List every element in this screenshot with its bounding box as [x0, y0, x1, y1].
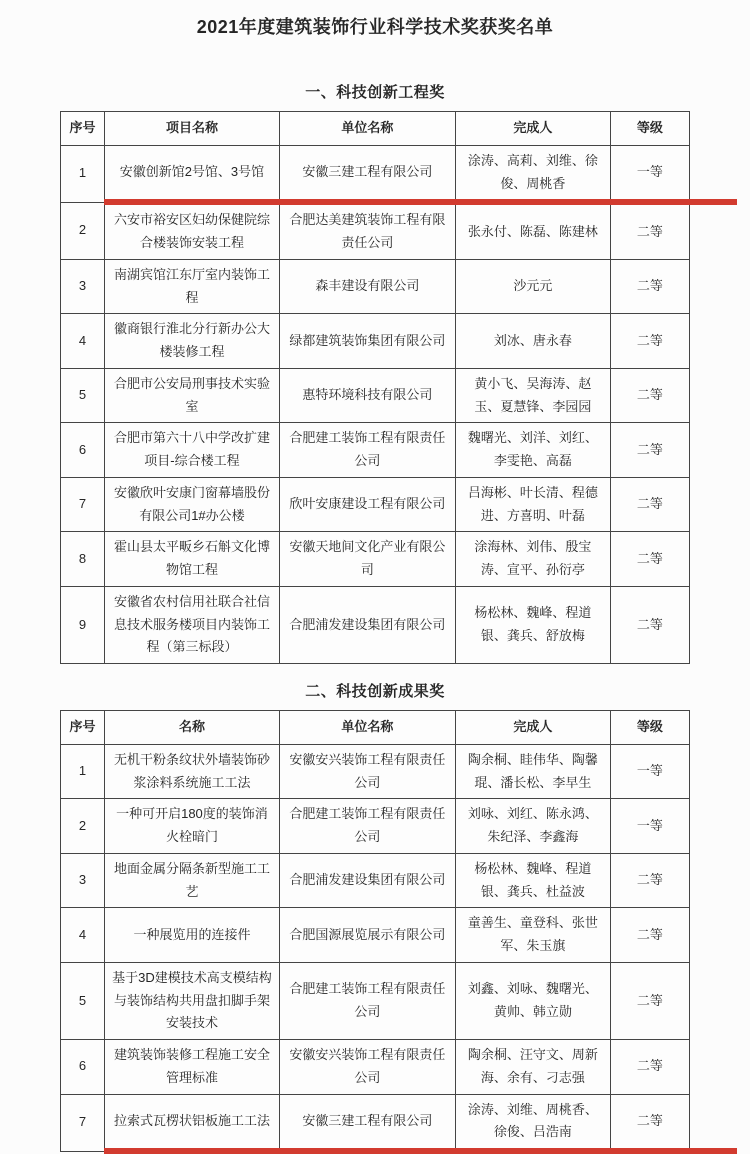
cell-name: 地面金属分隔条新型施工工艺	[105, 853, 280, 908]
cell-level: 二等	[610, 202, 689, 259]
cell-people: 陶余桐、汪守文、周新海、余有、刁志强	[455, 1040, 610, 1095]
cell-people: 刘咏、刘红、陈永鸿、朱纪泽、李鑫海	[455, 799, 610, 854]
cell-level: 一等	[610, 145, 689, 202]
cell-name: 安徽创新馆2号馆、3号馆	[105, 145, 280, 202]
table-row	[61, 202, 690, 259]
cell-name: 一种展览用的连接件	[105, 908, 280, 963]
table-header	[61, 711, 690, 745]
table-body	[61, 744, 690, 1151]
cell-level: 二等	[610, 1040, 689, 1095]
cell-company: 合肥建工装饰工程有限责任公司	[279, 423, 455, 478]
column-header: 单位名称	[279, 711, 455, 745]
cell-no: 3	[61, 259, 105, 314]
cell-company: 合肥浦发建设集团有限公司	[279, 853, 455, 908]
cell-no: 8	[61, 532, 105, 587]
table-row	[61, 853, 690, 908]
cell-no: 2	[61, 202, 105, 259]
cell-name: 建筑装饰装修工程施工安全管理标准	[105, 1040, 280, 1095]
cell-level: 二等	[610, 259, 689, 314]
cell-level: 二等	[610, 368, 689, 423]
cell-no: 6	[61, 1040, 105, 1095]
column-header: 等级	[610, 112, 689, 146]
cell-company: 安徽安兴装饰工程有限责任公司	[279, 744, 455, 799]
cell-level: 二等	[610, 477, 689, 532]
cell-no: 7	[61, 477, 105, 532]
cell-company: 安徽三建工程有限公司	[279, 1094, 455, 1151]
cell-name: 无机干粉条纹状外墙装饰砂浆涂料系统施工工法	[105, 744, 280, 799]
table-row	[61, 145, 690, 202]
cell-level: 二等	[610, 1094, 689, 1151]
table-row	[61, 259, 690, 314]
table-row	[61, 314, 690, 369]
cell-no: 5	[61, 368, 105, 423]
cell-company: 合肥达美建筑装饰工程有限责任公司	[279, 202, 455, 259]
cell-company: 安徽安兴装饰工程有限责任公司	[279, 1040, 455, 1095]
column-header: 单位名称	[279, 112, 455, 146]
table-header	[61, 112, 690, 146]
cell-people: 涂涛、刘维、周桃香、徐俊、吕浩南	[455, 1094, 610, 1151]
cell-people: 杨松林、魏峰、程道银、龚兵、舒放梅	[455, 586, 610, 663]
cell-people: 陶余桐、眭伟华、陶馨琨、潘长松、李早生	[455, 744, 610, 799]
cell-no: 4	[61, 908, 105, 963]
cell-people: 杨松林、魏峰、程道银、龚兵、杜益波	[455, 853, 610, 908]
cell-company: 森丰建设有限公司	[279, 259, 455, 314]
cell-people: 童善生、童登科、张世军、朱玉旗	[455, 908, 610, 963]
table-row	[61, 799, 690, 854]
cell-no: 9	[61, 586, 105, 663]
cell-level: 一等	[610, 744, 689, 799]
table-body	[61, 145, 690, 663]
cell-company: 合肥建工装饰工程有限责任公司	[279, 799, 455, 854]
section-achievement-award	[0, 680, 750, 1154]
cell-people: 刘鑫、刘咏、魏曙光、黄帅、韩立勋	[455, 962, 610, 1039]
table-row	[61, 744, 690, 799]
cell-people: 吕海彬、叶长清、程德进、方喜明、叶磊	[455, 477, 610, 532]
cell-company: 安徽三建工程有限公司	[279, 145, 455, 202]
cell-name: 合肥市第六十八中学改扩建项目-综合楼工程	[105, 423, 280, 478]
column-header: 完成人	[455, 112, 610, 146]
cell-company: 惠特环境科技有限公司	[279, 368, 455, 423]
cell-name: 安徽省农村信用社联合社信息技术服务楼项目内装饰工程（第三标段）	[105, 586, 280, 663]
achievement-award-table	[60, 710, 690, 1154]
table-row	[61, 1094, 690, 1151]
cell-name: 安徽欣叶安康门窗幕墙股份有限公司1#办公楼	[105, 477, 280, 532]
table-row	[61, 962, 690, 1039]
cell-level: 二等	[610, 586, 689, 663]
table-row	[61, 477, 690, 532]
column-header: 完成人	[455, 711, 610, 745]
cell-people: 沙元元	[455, 259, 610, 314]
table-row	[61, 368, 690, 423]
section-heading-engineering: 一、科技创新工程奖	[305, 84, 445, 101]
cell-level: 一等	[610, 799, 689, 854]
column-header: 名称	[105, 711, 280, 745]
cell-name: 基于3D建模技术高支模结构与装饰结构共用盘扣脚手架安装技术	[105, 962, 280, 1039]
page-title: 2021年度建筑装饰行业科学技术奖获奖名单	[196, 17, 554, 37]
cell-level: 二等	[610, 423, 689, 478]
table-row	[61, 908, 690, 963]
cell-no: 4	[61, 314, 105, 369]
cell-name: 徽商银行淮北分行新办公大楼装修工程	[105, 314, 280, 369]
cell-no: 5	[61, 962, 105, 1039]
cell-people: 魏曙光、刘洋、刘红、李雯艳、高磊	[455, 423, 610, 478]
cell-people: 刘冰、唐永春	[455, 314, 610, 369]
cell-no: 2	[61, 799, 105, 854]
cell-name: 合肥市公安局刑事技术实验室	[105, 368, 280, 423]
cell-name: 拉索式瓦楞状铝板施工工法	[105, 1094, 280, 1151]
table-row	[61, 1040, 690, 1095]
cell-name: 霍山县太平畈乡石斛文化博物馆工程	[105, 532, 280, 587]
column-header: 等级	[610, 711, 689, 745]
cell-level: 二等	[610, 853, 689, 908]
cell-company: 欣叶安康建设工程有限公司	[279, 477, 455, 532]
cell-name: 南湖宾馆江东厅室内装饰工程	[105, 259, 280, 314]
cell-name: 六安市裕安区妇幼保健院综合楼装饰安装工程	[105, 202, 280, 259]
cell-people: 黄小飞、吴海涛、赵玉、夏慧锋、李园园	[455, 368, 610, 423]
cell-level: 二等	[610, 314, 689, 369]
cell-company: 合肥浦发建设集团有限公司	[279, 586, 455, 663]
cell-company: 合肥国源展览展示有限公司	[279, 908, 455, 963]
engineering-award-table	[60, 111, 690, 664]
cell-company: 合肥建工装饰工程有限责任公司	[279, 962, 455, 1039]
cell-people: 涂海林、刘伟、殷宝涛、宣平、孙衍亭	[455, 532, 610, 587]
cell-no: 6	[61, 423, 105, 478]
cell-company: 绿都建筑装饰集团有限公司	[279, 314, 455, 369]
section-engineering-award	[0, 81, 750, 664]
table-row	[61, 586, 690, 663]
cell-name: 一种可开启180度的装饰消火栓暗门	[105, 799, 280, 854]
cell-no: 7	[61, 1094, 105, 1151]
cell-company: 安徽天地间文化产业有限公司	[279, 532, 455, 587]
cell-no: 1	[61, 744, 105, 799]
cell-people: 涂涛、高莉、刘维、徐俊、周桃香	[455, 145, 610, 202]
column-header: 序号	[61, 112, 105, 146]
cell-no: 3	[61, 853, 105, 908]
cell-level: 二等	[610, 962, 689, 1039]
cell-people: 张永付、陈磊、陈建林	[455, 202, 610, 259]
header-row	[61, 711, 690, 745]
section-heading-achievement: 二、科技创新成果奖	[305, 683, 445, 700]
cell-level: 二等	[610, 908, 689, 963]
column-header: 项目名称	[105, 112, 280, 146]
column-header: 序号	[61, 711, 105, 745]
table-row	[61, 423, 690, 478]
table-row	[61, 532, 690, 587]
cell-no: 1	[61, 145, 105, 202]
cell-level: 二等	[610, 532, 689, 587]
header-row	[61, 112, 690, 146]
